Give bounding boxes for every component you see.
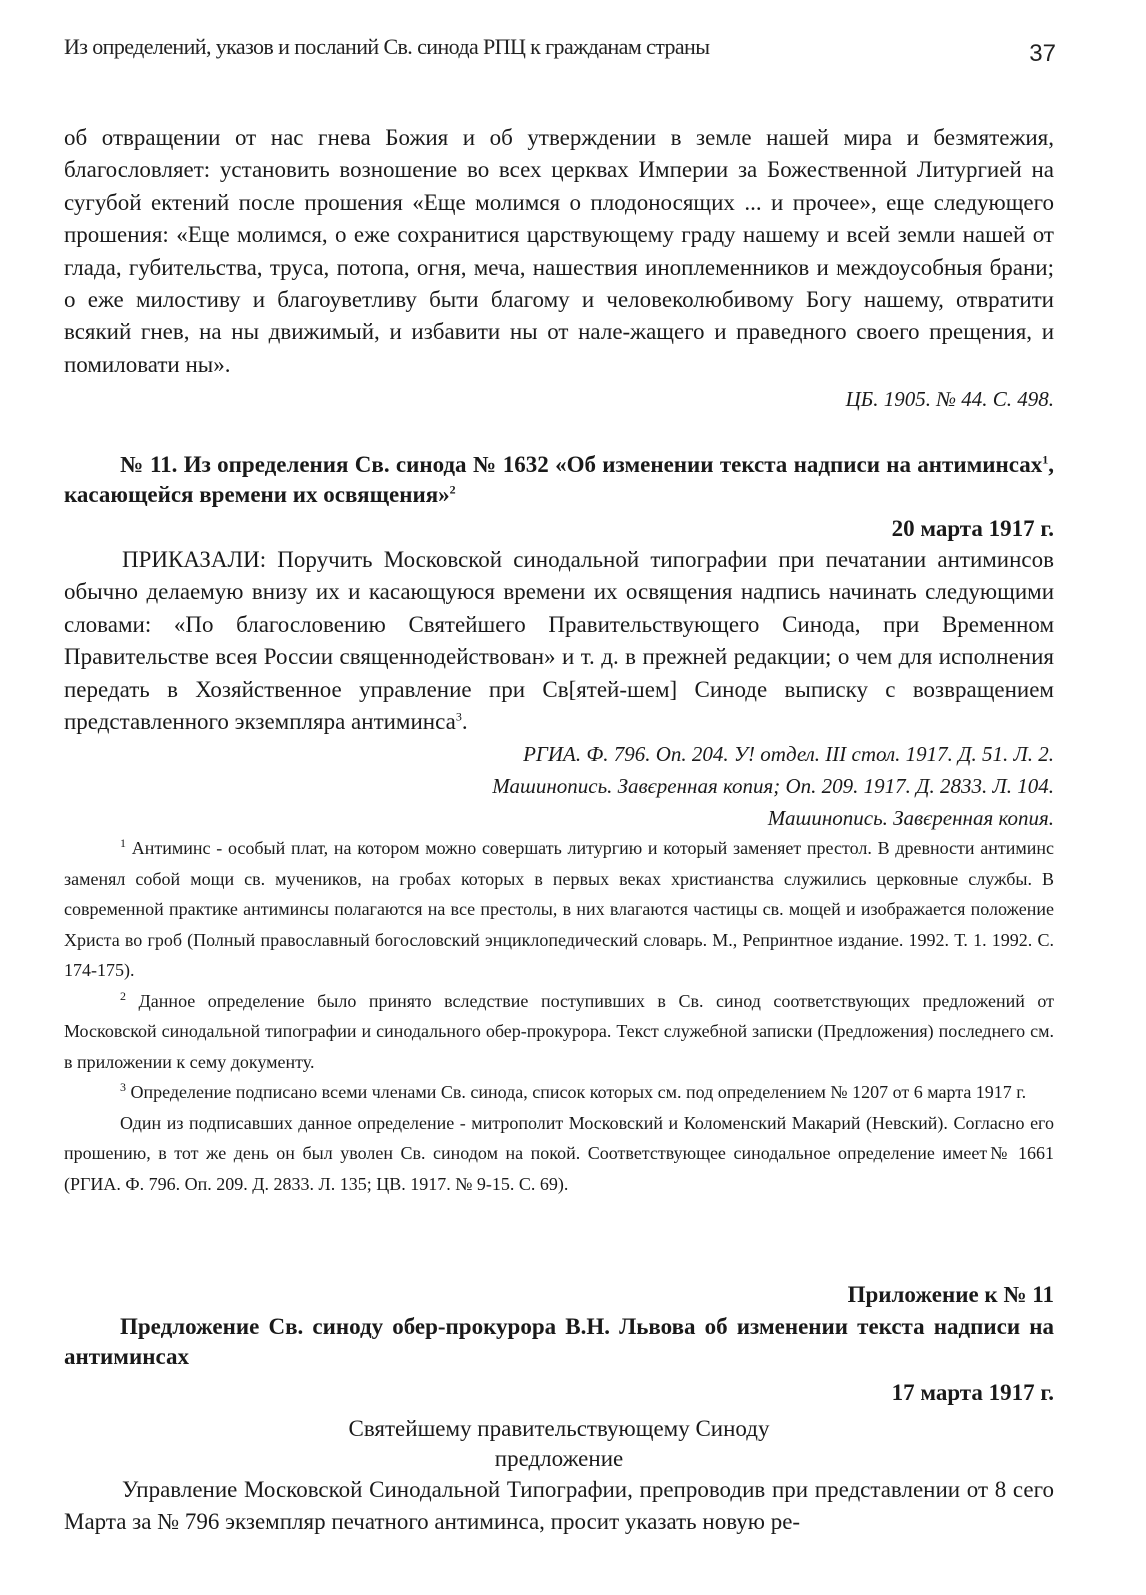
footnotes <box>64 833 1054 1199</box>
archive-source-line: РГИА. Ф. 796. Оп. 204. У! отдел. III стол. 1917. Д. 51. Л. 2. <box>523 742 1054 767</box>
document-title: № 11. Из определения Св. синода № 1632 «Об изменении текста надписи на антиминсах$^1$, касающейся времени их освящения»$^2$ <box>64 452 1054 507</box>
appendix-section <box>64 1282 1054 1539</box>
appendix-date: 17 марта 1917 г. <box>891 1380 1054 1405</box>
intro-paragraph: об отвращении от нас гнева Божия и об утверждении в земле нашей мира и безмятежия, благословляет: установить возношение во всех церквах Империи за Божественной Литургией на сугубой ектений после прошения «Еще молимся о плодоносящих ... и прочее», еще следующего прошения: «Еще молимся, о еже сохранитися царствующему граду нашему и всей земли нашей от глада, губительства, труса, потопа, огня, меча, нашествия иноплеменников и междоусобныя брани; о еже милостиву и благоуветливу быти благому и человеколюбивому Богу нашему, отвратити всякий гнев, на ны движимый, и избавити ны от нале-жащего и праведного своего прещения, и помиловати ны». <box>64 125 1054 377</box>
page-number: 37 <box>1029 40 1056 67</box>
document-date: 20 марта 1917 г. <box>891 516 1054 541</box>
header-title: Из определений, указов и посланий Св. синода РПЦ к гражданам страны <box>64 34 710 59</box>
footnote: $^2$ Данное определение было принято вследствие поступивших в Св. синод соответствующих предложений от Московской синодальной типографии и синодального обер-прокурора. Текст служебной записки (Предложения) последнего см. в приложении к сему документу. <box>64 988 1054 1072</box>
archive-source-line: Машинопись. Завєренная копия. <box>767 806 1054 831</box>
document-11 <box>64 450 1054 834</box>
intro-source: ЦБ. 1905. № 44. С. 498. <box>845 387 1054 412</box>
archive-source-line: Машинопись. Завєренная копия; Оп. 209. 1917. Д. 2833. Л. 104. <box>492 774 1054 799</box>
appendix-kind: предложение <box>494 1446 624 1471</box>
appendix-label: Приложение к № 11 <box>847 1282 1054 1307</box>
intro-section <box>64 122 1054 415</box>
footnote: $^1$ Антиминс - особый плат, на котором можно совершать литургию и который заменяет престол. В древности антиминс заменял собой мощи св. мучеников, на гробах которых в первых веках христианства служились церковные службы. В современной практике антиминсы полагаются на все престолы, в них влагаются частицы св. мощей и изображается положение Христа во гроб (Полный православный богословский энциклопедический словарь. М., Репринтное издание. 1992. Т. 1. 1992. С. 174-175). <box>64 836 1055 980</box>
footnote-continuation: Один из подписавших данное определение - митрополит Московский и Коломенский Макарий (Невский). Согласно его прошению, в тот же день он был уволен Св. синодом на покой. Соответствующее синодальное определение имеет№ 1661 (РГИА. Ф. 796. Оп. 209. Д. 2833. Л. 135; ЦВ. 1917. № 9-15. С. 69). <box>64 1112 1054 1194</box>
appendix-addressee: Святейшему правительствующему Синоду <box>348 1416 770 1441</box>
document-body: ПРИКАЗАЛИ: Поручить Московской синодальной типографии при печатании антиминсов обычно делаемую внизу их и касающуюся времени их освящения надпись начинать следующими словами: «По благословению Святейшего Правительствующего Синода, при Временном Правительстве всея России священнодействован» и т. д. в прежней редакции; о чем для исполнения передать в Хозяйственное управление при Св[ятей-шем] Синоде выписку с возвращением представленного экземпляра антиминса$^3$. <box>64 547 1054 735</box>
appendix-body: Управление Московской Синодальной Типографии, препроводив при представлении от 8 сего Марта за № 796 экземпляр печатного антиминса, просит указать новую ре- <box>64 1477 1054 1535</box>
footnote: $^3$ Определение подписано всеми членами Св. синода, список которых см. под определением № 1207 от 6 марта 1917 г. <box>120 1080 1027 1102</box>
appendix-title: Предложение Св. синоду обер-прокурора В.Н. Львова об изменении текста надписи на антиминсах <box>64 1314 1054 1369</box>
running-header <box>64 34 1064 74</box>
